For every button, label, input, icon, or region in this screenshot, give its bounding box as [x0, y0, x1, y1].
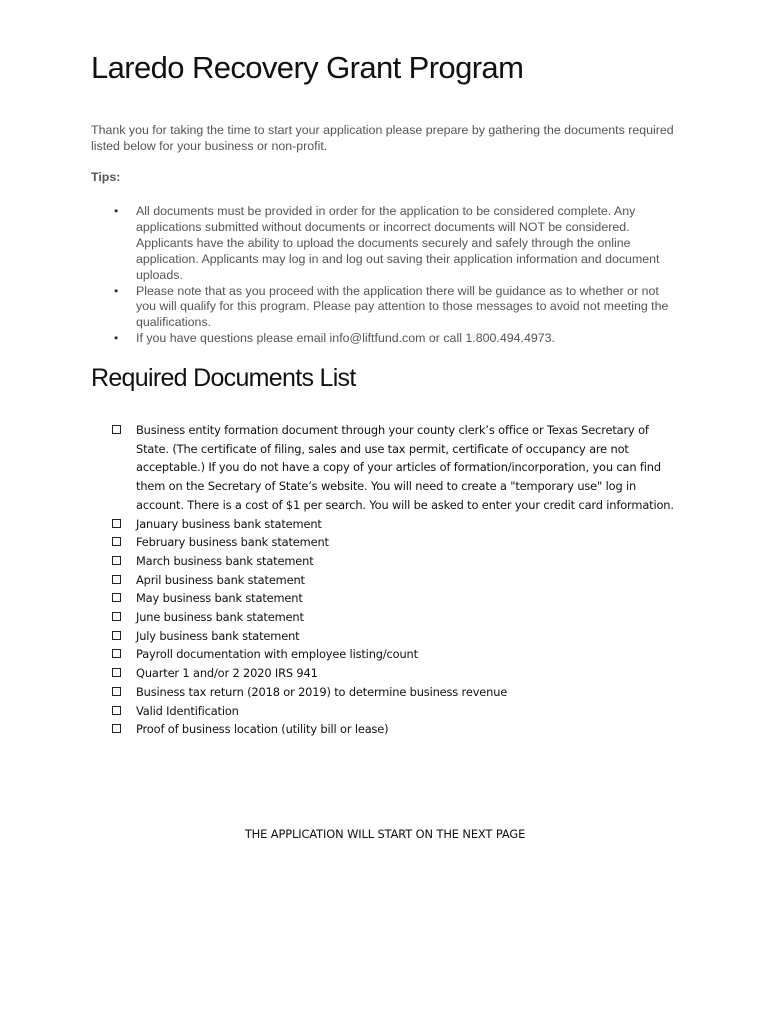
bullet-icon: • [114, 331, 119, 346]
checklist-item-label: Proof of business location (utility bill or lease) [136, 722, 389, 737]
checklist-item-label: Business entity formation document through your county clerk’s office or Texas Secretary of State. (The certificate of filing, sales and use tax permit, certificate of occupancy are not acceptable.) If you do not have a copy of your articles of formation/incorporation, you can find them on the Secretary of State’s website. You will need to create a "temporary use" log in account. There is a cost of $1 per search. You will be asked to enter your credit card information. [136, 423, 674, 512]
checklist-item-label: February business bank statement [136, 535, 329, 550]
checkbox-icon [112, 575, 121, 584]
checklist-item-label: May business bank statement [136, 591, 303, 606]
checkbox-icon [112, 537, 121, 546]
checklist-item [136, 627, 676, 646]
tips-list [114, 204, 681, 347]
tip-item [114, 204, 681, 284]
tip-text: If you have questions please email info@liftfund.com or call 1.800.494.4973. [136, 331, 555, 346]
tip-text: All documents must be provided in order for the application to be considered complete. Any applications submitted without documents or incorrect documents will NOT be considered. Applicants have the ability to upload the documents securely and safely through the online application. Applicants may log in and log out saving their application information and document uploads. [136, 204, 660, 282]
tip-item [114, 331, 681, 347]
checkbox-icon [112, 612, 121, 621]
checklist-item [136, 645, 676, 664]
checklist-item-label: January business bank statement [136, 516, 322, 531]
checklist-item-label: April business bank statement [136, 572, 305, 587]
page-title: Laredo Recovery Grant Program [91, 50, 524, 85]
checkbox-icon [112, 649, 121, 658]
tip-text: Please note that as you proceed with the application there will be guidance as to whether or not you will qualify for this program. Please pay attention to those messages to avoid not meeting the qualifications. [136, 283, 669, 330]
checklist-item-label: Valid Identification [136, 703, 239, 718]
checkbox-icon [112, 425, 121, 434]
bullet-icon: • [114, 283, 119, 298]
checklist-item [136, 608, 676, 627]
checklist-item [136, 702, 676, 721]
checklist-item-label: June business bank statement [136, 610, 304, 625]
checklist-item-label: July business bank statement [136, 628, 300, 643]
checklist-item [136, 589, 676, 608]
checklist-item [136, 533, 676, 552]
checklist-item-label: Quarter 1 and/or 2 2020 IRS 941 [136, 666, 318, 681]
checklist-item [136, 720, 676, 739]
tips-heading: Tips: [91, 170, 121, 184]
checkbox-icon [112, 687, 121, 696]
tip-item [114, 283, 681, 332]
checkbox-icon [112, 593, 121, 602]
checklist-item [136, 571, 676, 590]
next-page-notice: THE APPLICATION WILL START ON THE NEXT PAGE [244, 827, 526, 841]
section-title-required-documents: Required Documents List [91, 364, 356, 392]
checklist-item-label: Payroll documentation with employee listing/count [136, 647, 418, 662]
checklist-item [136, 421, 676, 515]
checklist-item-label: Business tax return (2018 or 2019) to determine business revenue [136, 684, 508, 699]
checkbox-icon [112, 706, 121, 715]
checklist-item [136, 664, 676, 683]
checkbox-icon [112, 724, 121, 733]
checkbox-icon [112, 556, 121, 565]
required-documents-checklist [136, 421, 676, 739]
checklist-item-label: March business bank statement [136, 553, 314, 568]
checklist-item [136, 683, 676, 702]
checkbox-icon [112, 631, 121, 640]
checkbox-icon [112, 519, 121, 528]
bullet-icon: • [114, 204, 119, 218]
checklist-item [136, 552, 676, 571]
checklist-item [136, 515, 676, 534]
intro-paragraph: Thank you for taking the time to start your application please prepare by gathering the documents required listed below for your business or non-profit. [91, 123, 674, 153]
checkbox-icon [112, 668, 121, 677]
